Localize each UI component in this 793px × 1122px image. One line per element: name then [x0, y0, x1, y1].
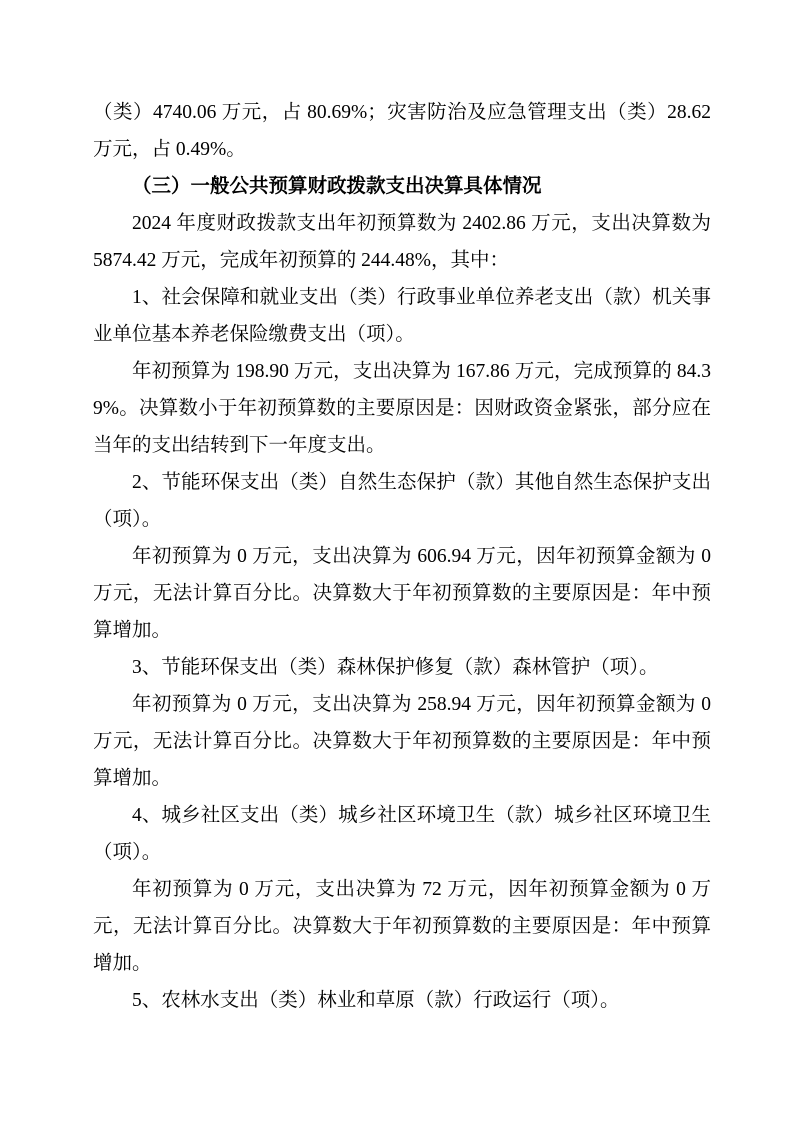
paragraph-item-5-title: 5、农林水支出（类）林业和草原（款）行政运行（项）。	[132, 990, 620, 1011]
paragraph-item-2-title: 2、节能环保支出（类）自然生态保护（款）其他自然生态保护支出（项）。	[93, 472, 711, 530]
paragraph-item-4-detail: 年初预算为 0 万元，支出决算为 72 万元，因年初预算金额为 0 万元，无法计算百分比。决算数大于年初预算数的主要原因是：年中预算增加。	[93, 879, 711, 974]
document-content	[93, 94, 711, 1019]
paragraph-item-1-detail: 年初预算为 198.90 万元，支出决算为 167.86 万元，完成预算的 84.39%。决算数小于年初预算数的主要原因是：因财政资金紧张，部分应在当年的支出结转到下一年度支出。	[93, 361, 711, 456]
paragraph-item-3-detail: 年初预算为 0 万元，支出决算为 258.94 万元，因年初预算金额为 0 万元，无法计算百分比。决算数大于年初预算数的主要原因是：年中预算增加。	[93, 694, 711, 789]
paragraph-item-2-detail: 年初预算为 0 万元，支出决算为 606.94 万元，因年初预算金额为 0 万元，无法计算百分比。决算数大于年初预算数的主要原因是：年中预算增加。	[93, 546, 711, 641]
paragraph-item-3-title: 3、节能环保支出（类）森林保护修复（款）森林管护（项）。	[132, 657, 659, 678]
paragraph-item-4-title: 4、城乡社区支出（类）城乡社区环境卫生（款）城乡社区环境卫生（项）。	[93, 805, 711, 863]
section-heading-3: （三）一般公共预算财政拨款支出决算具体情况	[132, 175, 542, 197]
paragraph-continued-disaster-prevention: （类）4740.06 万元，占 80.69%；灾害防治及应急管理支出（类）28.62 万元，占 0.49%。	[93, 102, 711, 160]
paragraph-overview-2024-budget: 2024 年度财政拨款支出年初预算数为 2402.86 万元，支出决算数为 5874.42 万元，完成年初预算的 244.48%，其中：	[93, 213, 711, 271]
paragraph-item-1-title: 1、社会保障和就业支出（类）行政事业单位养老支出（款）机关事业单位基本养老保险缴费支出（项）。	[93, 287, 711, 345]
